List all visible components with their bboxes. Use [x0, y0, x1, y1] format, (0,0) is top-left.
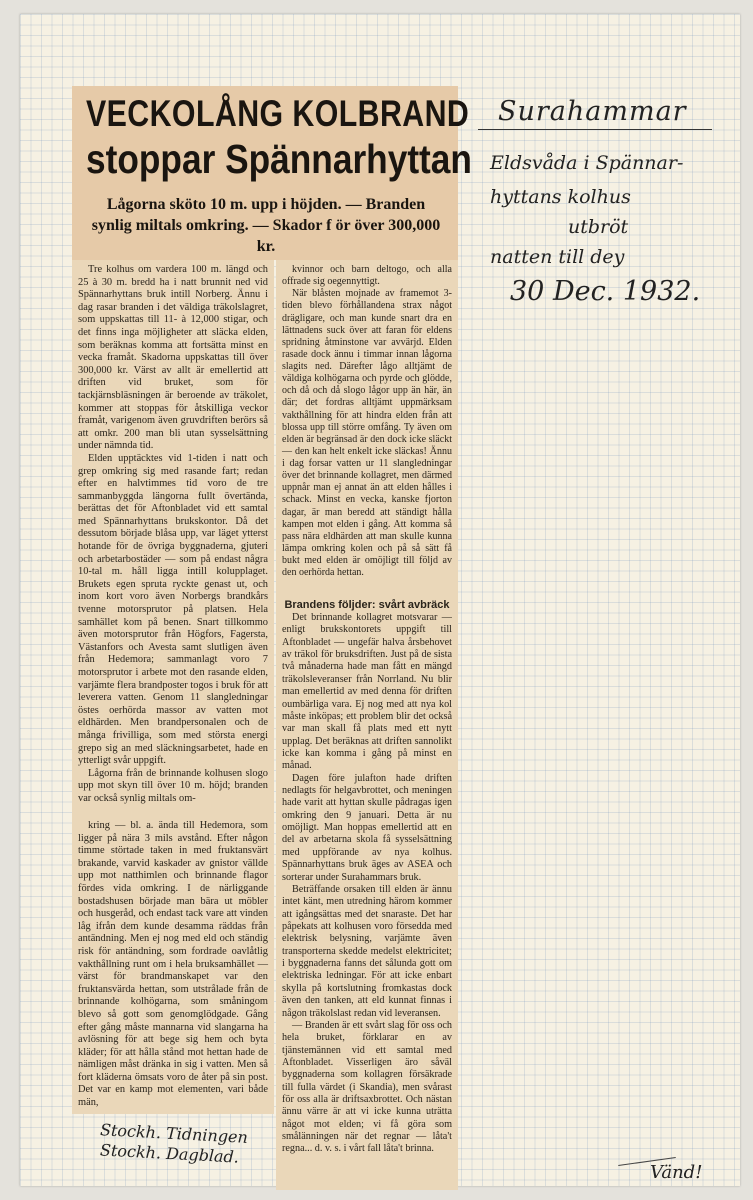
handwritten-source-line-2: Stockh. Dagblad.	[99, 1140, 240, 1167]
column-2-text	[282, 264, 452, 579]
handwritten-note-line-4: natten till dey	[490, 246, 625, 268]
article-paragraph: Lågorna från de brinnande kolhusen slogo upp mot skyn till över 10 m. höjd; branden var också synlig miltals om-	[78, 767, 268, 804]
article-paragraph: kvinnor och barn deltogo, och alla offrade sig oegennyttigt.	[282, 264, 452, 288]
clipping-column-3	[276, 592, 458, 1190]
place-underline	[478, 129, 712, 130]
clipping-column-4	[72, 816, 274, 1114]
column-4-text	[78, 820, 268, 1110]
article-paragraph: Elden upptäcktes vid 1-tiden i natt och grep omkring sig med rasande fart; redan efter en halvtimmes tid voro de tre sammanbyggda längorna fullt övertända, berättas det för Aftonbladet vid ett samtal med Spännarhyttans brukskontor. Då det dessutom började blåsa upp, var läget ytterst hotande för de övriga byggnaderna, gjuteri och arbetarbostäder — som på endast några 10-tal m. håll ligga intill kolupplaget. Brukets egen spruta ryckte genast ut, och inom kort voro även Norbergs brandkårs tvenne motorsprutor på platsen. Hela samhället kom på benen. Snart tillkommo även motorsprutor från Högfors, Fagersta, Västanfors och Avesta samt slutligen även från Hedemora; sammanlagt voro 7 motorsprutor i arbete mot den rasande elden, varjämte flera brandposter togos i bruk för att leverera vatten. Genom 11 slangledningar östes oerhörda massor av vatten mot eldhärden. Men brandpersonalen och de många frivilliga, som med största energi grepo sig an med släckningsarbetet, hade en ytterligt svår uppgift.	[78, 452, 268, 767]
column-3-paragraphs	[282, 612, 452, 1156]
column-3-subheading: Brandens följder: svårt avbräck	[284, 599, 450, 611]
headline-line-1: VECKOLÅNG KOLBRAND	[86, 93, 470, 134]
article-paragraph: När blåsten mojnade av framemot 3-tiden blevo förhållandena strax något drägligare, och man kunde snart dra en lättnadens suck över att faran för eldens spridning åtminstone var avvärjd. Elden rasade dock ännu i timmar innan lågorna slagits ned. Därefter lågo alltjämt de väldiga kolhögarna och pyrde och glödde, och då och då slogo lågor upp än här, än där; det fordras alltjämt uppmärksam vakthållning för att hindra elden från att blossa upp till större omfång. Ty även om elden är begränsad är den dock icke släckt — den kan helt enkelt icke släckas! Ännu i dag forsar vatten ur 11 slangledningar över det brinnande kollagret, men därmed uppnår man ej annat än att elden hålles i schack. Minst en vecka, kanske fjorton dagar, är man beredd att ständigt hålla kampen mot elden i gång. Att komma så pass nära eldhärden att man skulle kunna lämpa omkring kolen och på så sätt få bukt med elden är omöjligt till följd av den oerhörda hettan.	[282, 288, 452, 579]
handwritten-turn-note: Vänd!	[650, 1162, 703, 1183]
clipping-column-2	[276, 260, 458, 592]
article-paragraph: Beträffande orsaken till elden är ännu intet känt, men utredning härom kommer att igångsättas med det snaraste. Det har påpekats att kolhusen voro försedda med elektrisk belysning, varjämte även transporterna skedde medelst elektricitet; i byggnaderna fanns det sålunda gott om elektriska ledningar. För att icke enbart skylla på kortslutning fromkastas dock även den tanken, att eld kunnat finnas i någon träkolslast redan vid leveransen.	[282, 883, 452, 1019]
handwritten-note-line-2: hyttans kolhus	[490, 186, 631, 208]
column-3-text	[282, 598, 452, 1156]
handwritten-note-line-1: Eldsvåda i Spännar-	[490, 152, 684, 174]
clipping-header	[72, 86, 472, 260]
handwritten-place: Surahammar	[498, 96, 687, 127]
article-paragraph: — Branden är ett svårt slag för oss och hela bruket, förklarar en av tjänstemännen vid ett samtal med Aftonbladet. Visserligen äro såväl byggnaderna som kollagren försäkrade till fulla värdet (i Skandia), men svårast för oss alla är driftsaxbrottet. Och nästan ännu värre är att vi icke kunna uträtta något mot elden; vi få göra som smålänningen när det regnar — låta't regna... d. v. s. i vårt fall låta't brinna.	[282, 1019, 452, 1155]
archive-sheet	[20, 14, 740, 1186]
clipping-column-1	[72, 260, 274, 816]
handwritten-source-line-1: Stockh. Tidningen	[99, 1120, 249, 1147]
column-1-text	[78, 264, 268, 806]
article-paragraph: kring — bl. a. ända till Hedemora, som ligger på nära 3 mils avstånd. Efter någon timme störtade taken in med fruktansvärt brakande, varvid kaskader av gnistor vällde upp mot natthimlen och brinnande flagor fördes vida omkring. I de närliggande bostadshusen började man bära ut möbler och husgeråd, och endast tack vare att vinden låg ifrån dem kunde desamma räddas från antändning. Men ej nog med eld och ständig risk för antändning, som fordrade oavlåtlig vakthållning runt om i hela bruksamhället — värst för brandmanskapet var den fruktansvärda hettan, som utstrålade från de brinnande kolhögarna, som småningom blevo så gott som genomglödgade. Gång efter gång måste mannarna vid slangarna ha avlösning för att bege sig hem och byta kläder; för att hålla stånd mot hettan hade de nämligen måst dränka in sig i vatten. Men så fort kläderna ömsats voro de åter på sin post. Det var en kamp mot elementen, vari både män,	[78, 820, 268, 1109]
subheadline: Lågorna sköto 10 m. upp i höjden. — Branden synlig miltals omkring. — Skador f ör över 300,000 kr.	[91, 196, 441, 255]
article-paragraph: Dagen före julafton hade driften nedlagts för helgavbrottet, och meningen hade varit att hyttan skulle pådragas igen omkring den 9 januari. Detta är nu omöjligt. Man hoppas emellertid att en del av arbetarna skola få sysselsättning med uppförande av nya kolhus. Spännarhyttans bruk äges av ASEA och sorterar under Surahammars bruk.	[282, 772, 452, 883]
headline-line-2: stoppar Spännarhyttan	[86, 136, 472, 182]
handwritten-date: 30 Dec. 1932.	[510, 276, 701, 307]
article-paragraph: Det brinnande kollagret motsvarar — enligt brukskontorets uppgift till Aftonbladet — ungefär halva årsbehovet av träkol för bruksdriften. Just på de sista två månaderna hade man fått en mängd träkolsleveranser från Norrland. Nu blir man emellertid av med denna för driften oumbärliga vara. Ej nog med att nya kol måste inköpas; ett problem blir det också var man skall få plats med ett nytt upplag. Det beräknas att driften sannolikt icke kan komma i gång på minst en månad.	[282, 612, 452, 772]
article-paragraph: Tre kolhus om vardera 100 m. längd och 25 à 30 m. bredd ha i natt brunnit ned vid Spännarhyttans bruk intill Norberg. Ännu i dag rasar branden i det väldiga träkolslagret, som uppskattas till 11- à 12,000 stigar, och det finns inga möjligheter att släcka elden, som beräknas komma att fortsätta minst en vecka framåt. Skadorna uppskattas till över 300,000 kr. Värst av allt är emellertid att driften vid bruket, som för tackjärnsbläsningen är beroende av träkolet, kommer att stoppas för åtskilliga veckor framåt, varigenom även gruvdriften berörs så att omkr. 200 man bli utan sysselsättning under nämnda tid.	[78, 264, 268, 452]
handwritten-note-line-3: utbröt	[568, 216, 629, 238]
